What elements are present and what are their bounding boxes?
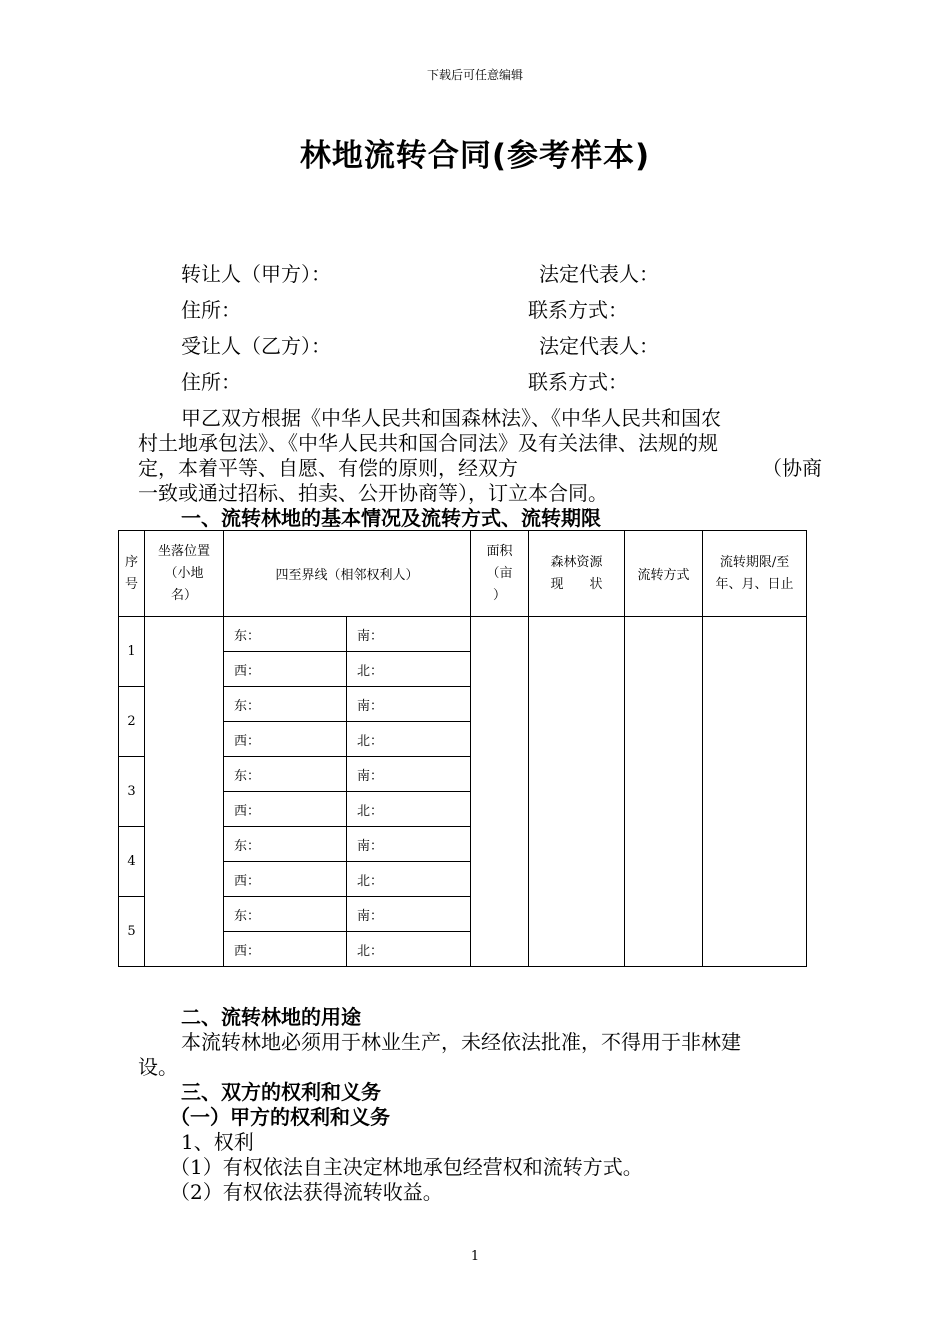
north-cell-2: 北： <box>347 722 471 757</box>
row-seq-2: 2 <box>119 687 145 757</box>
header-term <box>703 531 807 617</box>
section-2-heading: 二、流转林地的用途 <box>181 1005 361 1029</box>
land-table <box>118 530 807 967</box>
preamble-line-1: 甲乙双方根据《中华人民共和国森林法》、《中华人民共和国农 <box>181 406 721 430</box>
north-cell-3: 北： <box>347 792 471 827</box>
east-cell-2: 东： <box>224 687 347 722</box>
right-1: （1）有权依法自主决定林地承包经营权和流转方式。 <box>170 1155 643 1179</box>
east-cell-4: 东： <box>224 827 347 862</box>
header-seq-l1: 序 <box>124 554 138 570</box>
right-2: （2）有权依法获得流转收益。 <box>170 1180 443 1204</box>
transferor-rep-label: 法定代表人： <box>539 262 659 286</box>
east-cell-5: 东： <box>224 897 347 932</box>
header-location-l2: （小地 <box>164 565 204 581</box>
west-cell-1: 西： <box>224 652 347 687</box>
preamble-line-2: 村土地承包法》、《中华人民共和国合同法》及有关法律、法规的规 <box>138 431 718 455</box>
header-term-l1: 流转期限/至 <box>719 554 790 570</box>
header-term-l2: 年、月、日止 <box>715 576 794 592</box>
transferor-label: 转让人（甲方）： <box>181 262 331 286</box>
row-seq-1: 1 <box>119 617 145 687</box>
header-forest-status <box>529 531 625 617</box>
preamble-line-3b: （协商 <box>762 456 822 480</box>
term-cell <box>703 617 807 967</box>
section-2-line-1: 本流转林地必须用于林业生产，未经依法批准，不得用于非林建 <box>181 1030 741 1054</box>
section-3-heading: 三、双方的权利和义务 <box>181 1080 381 1104</box>
page-number: 1 <box>470 1249 480 1264</box>
header-method: 流转方式 <box>625 531 703 617</box>
transferor-address-label: 住所： <box>181 298 241 322</box>
table-header-row <box>119 531 807 617</box>
document-title: 林地流转合同(参考样本) <box>299 138 651 174</box>
row-seq-3: 3 <box>119 757 145 827</box>
south-cell-2: 南： <box>347 687 471 722</box>
transferee-label: 受让人（乙方）： <box>181 334 331 358</box>
row-seq-4: 4 <box>119 827 145 897</box>
location-cell <box>145 617 224 967</box>
west-cell-2: 西： <box>224 722 347 757</box>
section-1-heading: 一、流转林地的基本情况及流转方式、流转期限 <box>181 506 601 530</box>
north-cell-1: 北： <box>347 652 471 687</box>
forest-status-cell <box>529 617 625 967</box>
preamble-line-3a: 定，本着平等、自愿、有偿的原则，经双方 <box>138 456 518 480</box>
header-seq-l2: 号 <box>124 576 138 592</box>
rights-label: 1、权利 <box>181 1130 254 1154</box>
south-cell-5: 南： <box>347 897 471 932</box>
east-cell-3: 东： <box>224 757 347 792</box>
west-cell-5: 西： <box>224 932 347 967</box>
row-seq-5: 5 <box>119 897 145 967</box>
south-cell-3: 南： <box>347 757 471 792</box>
transferee-contact-label: 联系方式： <box>528 370 628 394</box>
north-cell-4: 北： <box>347 862 471 897</box>
table-row <box>119 617 807 652</box>
header-location <box>145 531 224 617</box>
transferee-rep-label: 法定代表人： <box>539 334 659 358</box>
header-location-l3: 名） <box>170 587 197 603</box>
header-location-l1: 坐落位置 <box>157 543 210 559</box>
north-cell-5: 北： <box>347 932 471 967</box>
header-forest-status-l2: 现 状 <box>550 576 603 592</box>
header-note: 下载后可任意编辑 <box>426 68 523 82</box>
transferee-address-label: 住所： <box>181 370 241 394</box>
header-area-l3: ） <box>493 587 507 603</box>
header-forest-status-l1: 森林资源 <box>550 554 603 570</box>
header-area <box>471 531 529 617</box>
header-area-l1: 面积 <box>486 543 513 559</box>
transferor-contact-label: 联系方式： <box>528 298 628 322</box>
method-cell <box>625 617 703 967</box>
area-cell <box>471 617 529 967</box>
east-cell-1: 东： <box>224 617 347 652</box>
section-3-sub-1: （一）甲方的权利和义务 <box>170 1105 390 1129</box>
preamble-line-4: 一致或通过招标、拍卖、公开协商等），订立本合同。 <box>138 481 608 505</box>
header-area-l2: （亩 <box>486 565 513 581</box>
south-cell-4: 南： <box>347 827 471 862</box>
header-boundaries: 四至界线（相邻权利人） <box>224 531 471 617</box>
south-cell-1: 南： <box>347 617 471 652</box>
header-seq <box>119 531 145 617</box>
west-cell-4: 西： <box>224 862 347 897</box>
west-cell-3: 西： <box>224 792 347 827</box>
section-2-line-2: 设。 <box>138 1055 178 1079</box>
